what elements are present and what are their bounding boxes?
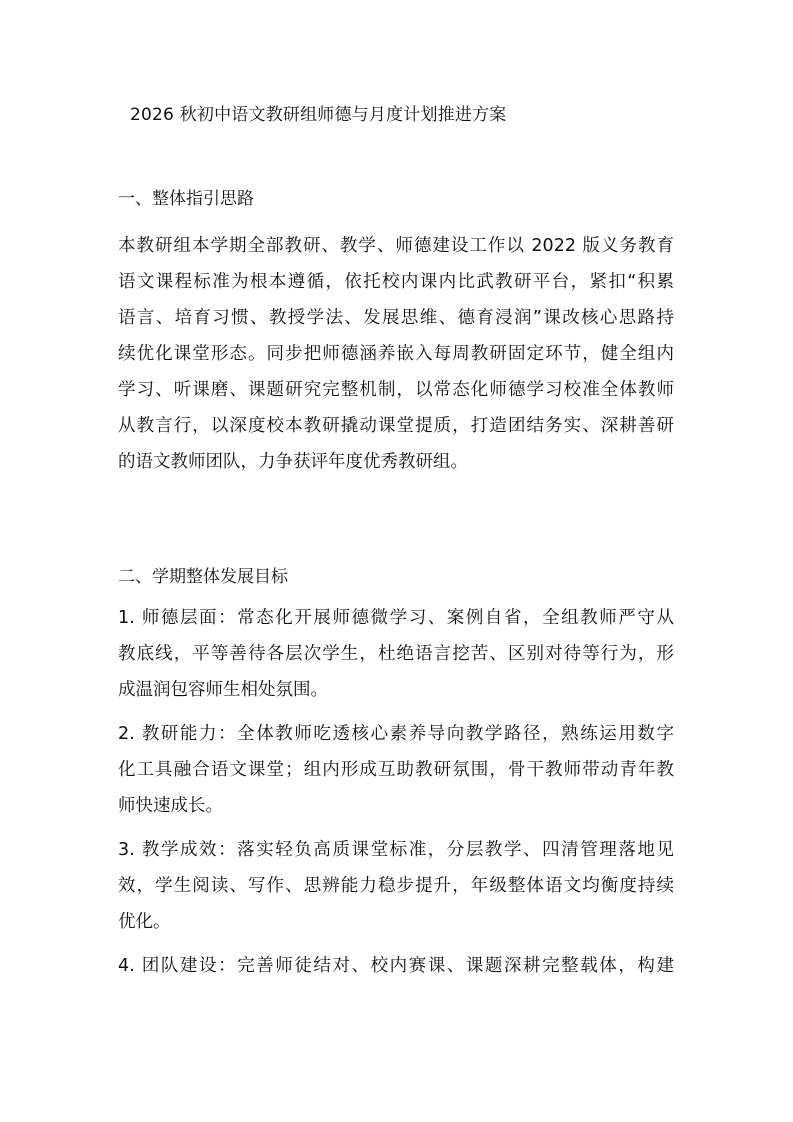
goals-list <box>118 600 674 984</box>
goal-line: 化工具融合语文课堂；组内形成互助教研氛围，骨干教师带动青年教 <box>118 760 674 780</box>
goal-line: 3. 教学成效：落实轻负高质课堂标准，分层教学、四清管理落地见 <box>118 840 674 860</box>
paragraph-line: 从教言行，以深度校本教研撬动课堂提质，打造团结务实、深耕善研 <box>118 416 674 436</box>
goal-item-4 <box>118 948 674 984</box>
goal-line: 师快速成长。 <box>118 796 223 816</box>
paragraph-line: 学习、听课磨、课题研究完整机制，以常态化师德学习校准全体教师 <box>118 380 674 400</box>
goal-item-2 <box>118 716 674 824</box>
section-heading-1: 一、整体指引思路 <box>118 189 254 209</box>
paragraph-line: 本教研组本学期全部教研、教学、师德建设工作以 2022 版义务教育 <box>118 236 674 256</box>
goal-line: 4. 团队建设：完善师徒结对、校内赛课、课题深耕完整载体，构建 <box>118 956 674 976</box>
paragraph-line: 续优化课堂形态。同步把师德涵养嵌入每周教研固定环节，健全组内 <box>118 344 674 364</box>
section-heading-2: 二、学期整体发展目标 <box>118 567 288 587</box>
goal-line: 成温润包容师生相处氛围。 <box>118 680 328 700</box>
goal-line: 优化。 <box>118 912 171 932</box>
goal-line: 教底线，平等善待各层次学生，杜绝语言挖苦、区别对待等行为，形 <box>118 644 674 664</box>
paragraph-line: 的语文教师团队，力争获评年度优秀教研组。 <box>118 452 468 472</box>
paragraph-line: 语言、培育习惯、教授学法、发展思维、德育浸润”课改核心思路持 <box>118 308 674 328</box>
goal-line: 效，学生阅读、写作、思辨能力稳步提升，年级整体语文均衡度持续 <box>118 876 674 896</box>
document-title: 2026 秋初中语文教研组师德与月度计划推进方案 <box>130 105 507 125</box>
goal-item-3 <box>118 832 674 940</box>
paragraph-line: 语文课程标准为根本遵循，依托校内课内比武教研平台，紧扣“积累 <box>118 272 674 292</box>
goal-item-1 <box>118 600 674 708</box>
goal-line: 2. 教研能力：全体教师吃透核心素养导向教学路径，熟练运用数字 <box>118 724 674 744</box>
goal-line: 1. 师德层面：常态化开展师德微学习、案例自省，全组教师严守从 <box>118 608 674 628</box>
section-1-paragraph <box>118 228 674 480</box>
